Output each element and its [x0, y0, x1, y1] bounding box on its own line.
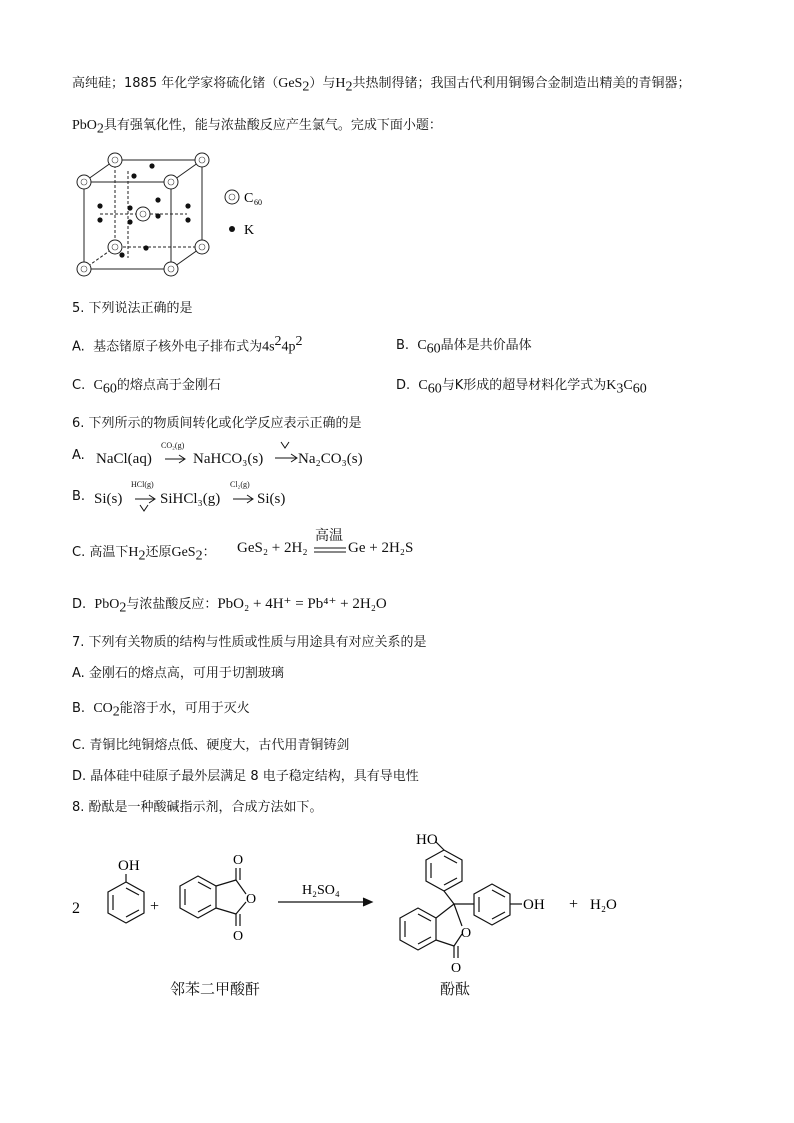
q6-option-b-arrow1	[134, 492, 158, 516]
name-phthalic-anhydride: 邻苯二甲酸酐	[170, 980, 261, 998]
q6-option-b-right: Si(s)	[257, 491, 286, 507]
q6-option-b-label: B.	[72, 489, 86, 504]
anhydride-o-bottom: O	[233, 929, 244, 944]
q6-option-c-eq-sign	[314, 546, 348, 554]
phenolphthalein-ho-label: HO	[416, 832, 438, 848]
name-phenolphthalein: 酚酞	[440, 980, 471, 998]
crystal-structure-figure	[70, 150, 290, 280]
intro-line-1: 高纯硅；1885 年化学家将硫化锗（GeS$_2$）与$H_2$共热制得锗；我国古代利用铜锡合金制造出精美的青铜器；	[72, 76, 691, 95]
phenolphthalein-oh-label: OH	[523, 897, 545, 913]
anhydride-o-ring: O	[246, 892, 257, 907]
q5-stem: 5. 下列说法正确的是	[72, 301, 193, 316]
q6-option-b-arrow2-label: Cl₂(g)	[230, 480, 250, 489]
q6-stem: 6. 下列所示的物质间转化或化学反应表示正确的是	[72, 416, 362, 431]
anhydride-o-top: O	[233, 853, 244, 868]
q6-option-a-arrow1	[164, 452, 188, 464]
q6-option-d: D. PbO$_2$与浓盐酸反应：PbO₂ + 4H⁺ = Pb⁴⁺ + 2H₂O	[72, 596, 387, 616]
q7-option-b: B. $CO_2$能溶于水，可用于灭火	[72, 701, 250, 720]
q5-option-b: B. $C_{60}$晶体是共价晶体	[396, 338, 532, 357]
q7-option-a: A. 金刚石的熔点高，可用于切割玻璃	[72, 666, 284, 681]
reagent-h2so4: H₂SO₄	[302, 883, 340, 898]
plus-sign-1: +	[150, 898, 160, 915]
lactone-o-ring: O	[461, 926, 472, 941]
lactone-o-carbonyl: O	[451, 961, 462, 976]
plus-sign-2: +	[569, 896, 579, 913]
water-label: H₂O	[590, 897, 617, 913]
phenol-coefficient: 2	[72, 900, 80, 917]
q6-option-c-eq-condition: 高温	[315, 528, 343, 544]
q5-option-a: A. 基态锗原子核外电子排布式为$4s^24p^2$	[72, 334, 303, 355]
q6-option-a-right: Na₂CO₃(s)	[298, 451, 363, 467]
q6-option-a-label: A.	[72, 448, 85, 463]
q5-option-c: C. $C_{60}$的熔点高于金刚石	[72, 378, 221, 397]
q6-option-b-arrow2	[232, 492, 256, 504]
q6-option-c: C. 高温下$H_2$还原GeS$_2$：	[72, 545, 216, 564]
q6-option-c-eq-left: GeS₂ + 2H₂	[237, 540, 308, 556]
q6-option-a-mid: NaHCO₃(s)	[193, 451, 264, 467]
legend-k-label: K	[244, 223, 255, 238]
legend-c60-label: C	[244, 191, 254, 206]
q6-option-c-eq-right: Ge + 2H₂S	[348, 540, 414, 556]
phenolphthalein-synthesis-scheme	[60, 822, 660, 1002]
q5-option-d: D. $C_{60}$与K形成的超导材料化学式为$K_3C_{60}$	[396, 378, 647, 397]
q8-stem: 8. 酚酞是一种酸碱指示剂，合成方法如下。	[72, 800, 323, 815]
q7-stem: 7. 下列有关物质的结构与性质或性质与用途具有对应关系的是	[72, 635, 427, 650]
q6-option-b-arrow1-label: HCl(g)	[131, 480, 154, 489]
intro-line-2: PbO$_2$具有强氧化性，能与浓盐酸反应产生氯气。完成下面小题：	[72, 118, 442, 137]
phenol-oh-label: OH	[118, 858, 140, 874]
q6-option-b-mid: SiHCl₃(g)	[160, 491, 221, 507]
c60-molecules	[77, 153, 209, 276]
q6-option-a-arrow-label: CO₂(g)	[161, 441, 185, 450]
q6-option-a-arrow2	[274, 440, 300, 464]
q6-option-b-left: Si(s)	[94, 491, 123, 507]
q6-option-a-left: NaCl(aq)	[96, 451, 152, 467]
legend-c60-sub: 60	[254, 198, 262, 207]
q7-option-d: D. 晶体硅中硅原子最外层满足 8 电子稳定结构，具有导电性	[72, 769, 419, 784]
q7-option-c: C. 青铜比纯铜熔点低、硬度大，古代用青铜铸剑	[72, 738, 350, 753]
